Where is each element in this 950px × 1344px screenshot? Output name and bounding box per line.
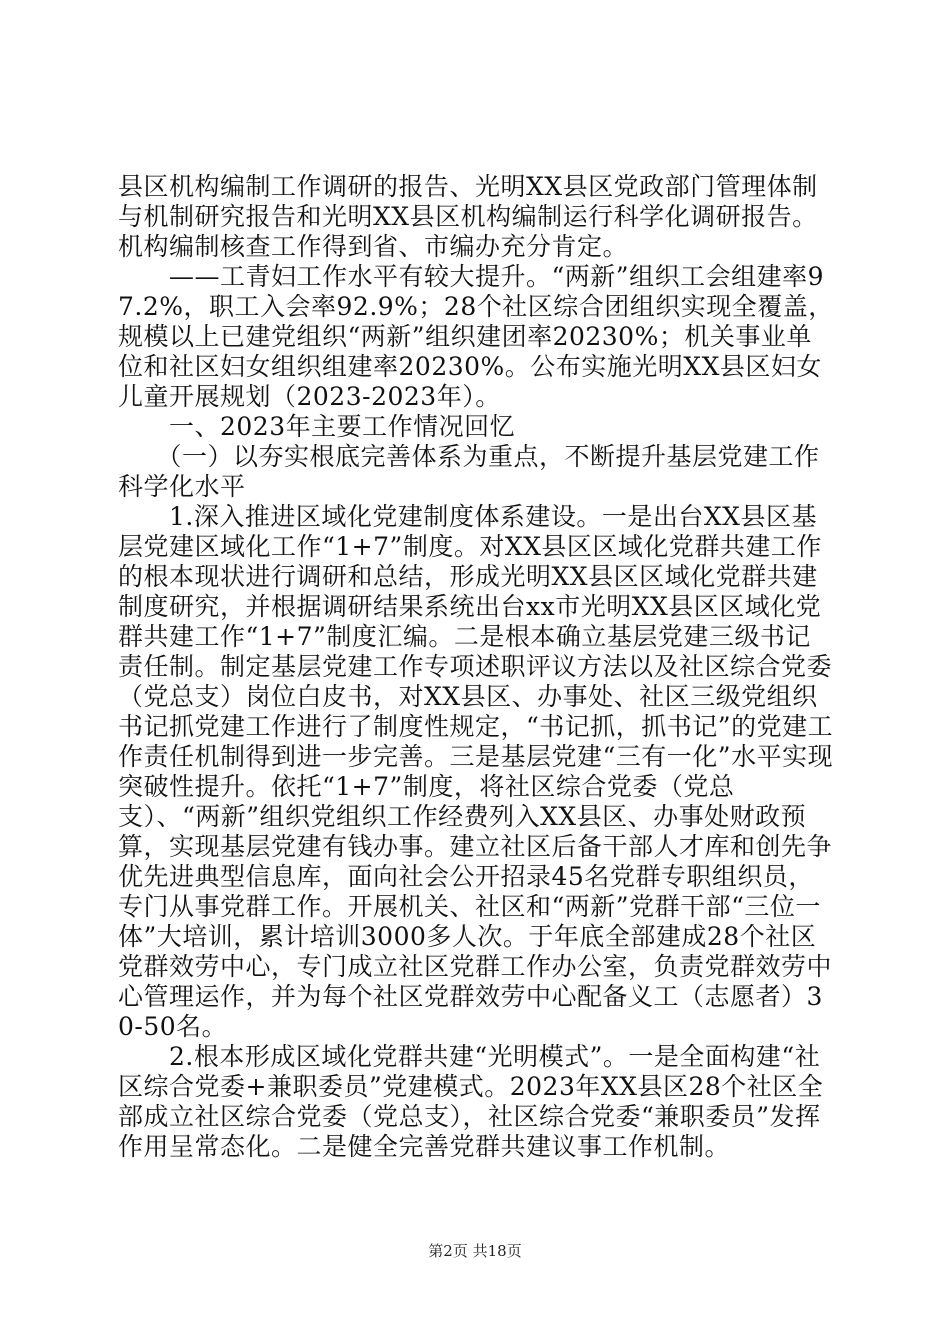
document-body	[118, 172, 836, 1162]
paragraph: 县区机构编制工作调研的报告、光明XX县区党政部门管理体制与机制研究报告和光明XX县区机构编制运行科学化调研报告。机构编制核查工作得到省、市编办充分肯定。	[118, 172, 818, 261]
section-heading: 一、2023年主要工作情况回忆	[118, 412, 516, 441]
page-number: 第2页 共18页	[428, 1242, 522, 1260]
subsection-heading: （一）以夯实根底完善体系为重点，不断提升基层党建工作科学化水平	[118, 442, 820, 501]
paragraph: 2.根本形成区域化党群共建“光明模式”。一是全面构建“社区综合党委+兼职委员”党建模式。2023年XX县区28个社区全部成立社区综合党委（党总支），社区综合党委“兼职委员”发挥作用呈常态化。二是健全完善党群共建议事工作机制。	[118, 1042, 824, 1161]
paragraph: 1.深入推进区域化党建制度体系建设。一是出台XX县区基层党建区域化工作“1+7”制度。对XX县区区域化党群共建工作的根本现状进行调研和总结，形成光明XX县区区域化党群共建制度研究，并根据调研结果系统出台xx市光明XX县区区域化党群共建工作“1+7”制度汇编。二是根本确立基层党建三级书记责任制。制定基层党建工作专项述职评议方法以及社区综合党委（党总支）岗位白皮书，对XX县区、办事处、社区三级党组织书记抓党建工作进行了制度性规定，“书记抓，抓书记”的党建工作责任机制得到进一步完善。三是基层党建“三有一化”水平实现突破性提升。依托“1+7”制度，将社区综合党委（党总支）、“两新”组织党组织工作经费列入XX县区、办事处财政预算，实现基层党建有钱办事。建立社区后备干部人才库和创先争优先进典型信息库，面向社会公开招录45名党群专职组织员，专门从事党群工作。开展机关、社区和“两新”党群干部“三位一体”大培训，累计培训3000多人次。于年底全部建成28个社区党群效劳中心，专门成立社区党群工作办公室，负责党群效劳中心管理运作，并为每个社区党群效劳中心配备义工（志愿者）30-50名。	[118, 502, 834, 1041]
paragraph: ——工青妇工作水平有较大提升。“两新”组织工会组建率97.2%，职工入会率92.9%；28个社区综合团组织实现全覆盖，规模以上已建党组织“两新”组织建团率20230%；机关事业单位和社区妇女组织组建率20230%。公布实施光明XX县区妇女儿童开展规划（2023-2023年）。	[118, 262, 834, 411]
